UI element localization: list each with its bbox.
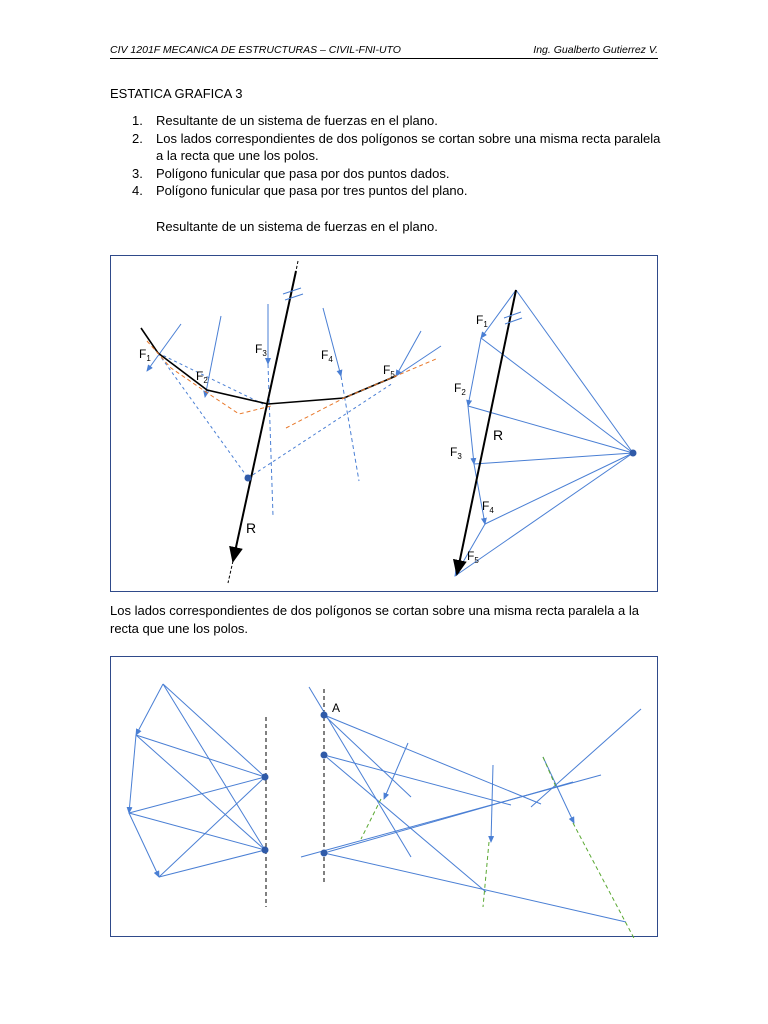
svg-text:F3: $F_3$ (255, 342, 267, 358)
svg-text:F1: $F_1$ (476, 313, 488, 329)
point-a-label: A (332, 701, 341, 715)
green-dashed-lines (361, 757, 636, 938)
svg-text:F4: $F_4$ (321, 348, 333, 364)
section-title: ESTATICA GRAFICA 3 (110, 86, 243, 101)
force-polygon (455, 290, 633, 576)
svg-text:R: R (493, 427, 504, 443)
pole-1 (262, 774, 269, 781)
svg-text:R: R (246, 520, 257, 536)
course-title: CIV 1201F MECANICA DE ESTRUCTURAS – CIVIL-FNI-UTO (110, 44, 401, 56)
page-header (110, 42, 658, 59)
resultant-line (233, 271, 296, 561)
topic-item: 1. Resultante de un sistema de fuerzas en el plano. (132, 113, 438, 128)
orange-dashed-lines (147, 341, 436, 428)
figure-resultant-forces (110, 255, 658, 592)
author-name: Ing. Gualberto Gutierrez V. (533, 44, 658, 56)
svg-text:F3: $F_3$ (450, 445, 462, 461)
svg-text:F2: $F_2$ (454, 381, 466, 397)
pole-2 (262, 847, 269, 854)
svg-text:F4: $F_4$ (482, 499, 494, 515)
point-a (321, 712, 328, 719)
topic-item: 4. Polígono funicular que pasa por tres puntos del plano. (132, 183, 468, 198)
topic-item: 2. Los lados correspondientes de dos polígonos se cortan sobre una misma recta paralela a la recta que une los polos. (132, 130, 661, 163)
topic-list (132, 112, 662, 200)
topic-item: 3. Polígono funicular que pasa por dos puntos dados. (132, 165, 450, 181)
point-c (321, 850, 328, 857)
svg-text:F5: $F_5$ (383, 363, 395, 379)
subtitle-resultant: Resultante de un sistema de fuerzas en el plano. (156, 219, 438, 234)
svg-text:F5: $F_5$ (467, 549, 479, 565)
pole-point (630, 450, 637, 457)
resultant-vector (457, 290, 516, 574)
figure-2-drawing (111, 657, 659, 938)
force-lines (147, 304, 441, 516)
funicular-polygons (301, 687, 641, 922)
figure-two-polygons (110, 656, 658, 937)
svg-text:F2: $F_2$ (196, 369, 208, 385)
paragraph-two-polygons: Los lados correspondientes de dos polígonos se cortan sobre una misma recta paralela a la recta que une los polos. (110, 603, 639, 636)
resultant-point (245, 475, 252, 482)
force-polygon-2 (129, 684, 265, 877)
point-b (321, 752, 328, 759)
figure-1-drawing (111, 256, 659, 593)
svg-text:F1: $F_1$ (139, 347, 151, 363)
